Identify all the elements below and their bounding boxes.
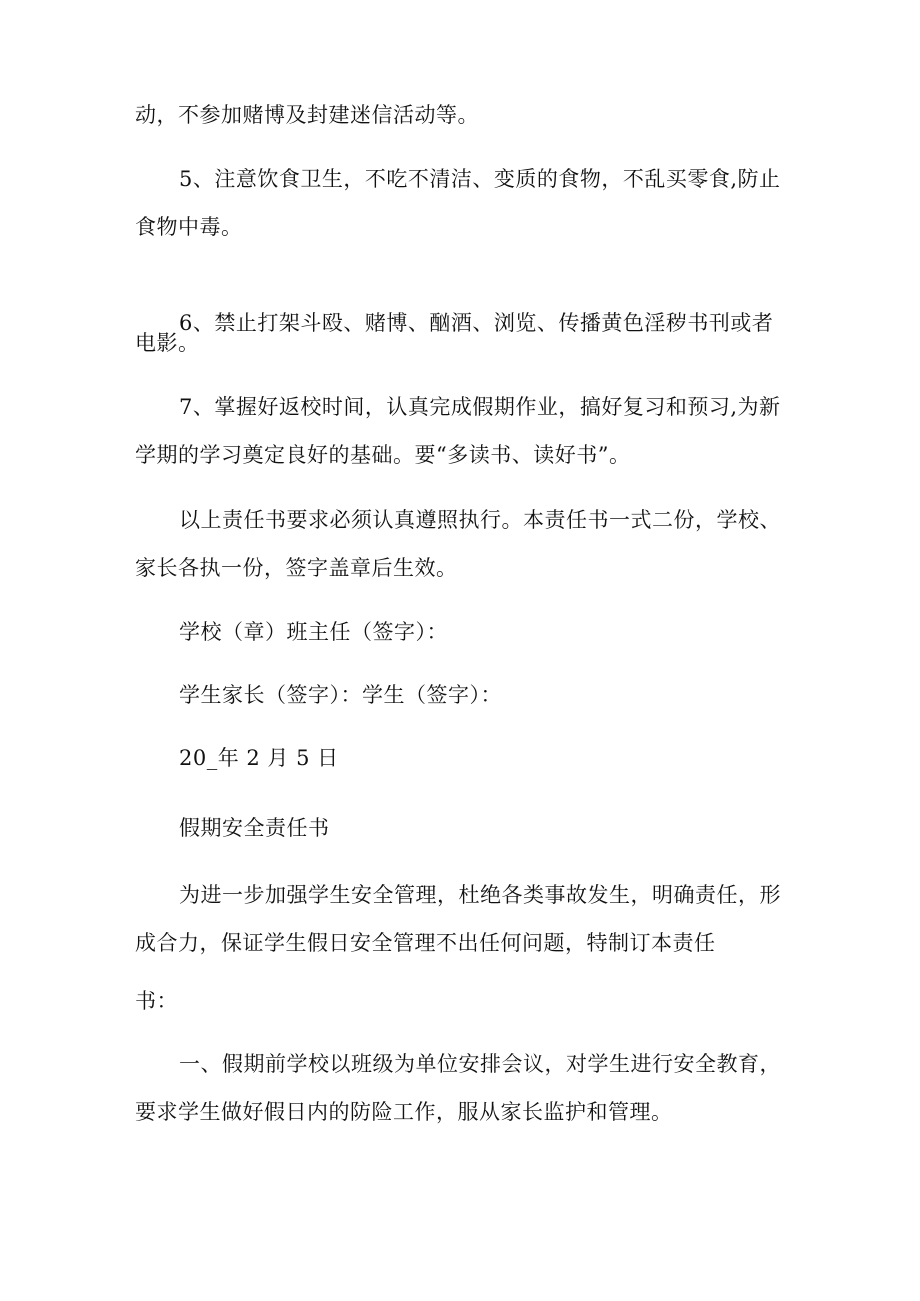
paragraph-line: 学期的学习奠定良好的基础。要“多读书、读好书”。 [135,443,631,467]
paragraph-line: 要求学生做好假日内的防险工作，服从家长监护和管理。 [135,1100,673,1124]
paragraph-line: 家长各执一份，签字盖章后生效。 [135,556,458,580]
paragraph-line: 5、注意饮食卫生，不吃不清洁、变质的食物，不乱买零食,防止 [179,167,781,191]
paragraph-line: 书： [135,989,178,1013]
date-line: 20_年 2 月 5 日 [179,746,339,770]
signature-line-school: 学校（章）班主任（签字）： [179,620,448,644]
signature-line-parent: 学生家长（签字）：学生（签字）： [179,683,502,707]
paragraph-line: 为进一步加强学生安全管理，杜绝各类事故发生，明确责任，形 [179,883,781,907]
paragraph-line: 一、假期前学校以班级为单位安排会议，对学生进行安全教育， [179,1052,781,1076]
paragraph-line: 食物中毒。 [135,215,243,239]
paragraph-line: 6、禁止打架斗殴、赌博、酗酒、浏览、传播黄色淫秽书刊或者 [179,311,774,335]
paragraph-line: 电影。 [135,331,200,355]
paragraph-line: 动，不参加赌博及封建迷信活动等。 [135,103,479,127]
paragraph-line: 成合力，保证学生假日安全管理不出任何问题，特制订本责任 [135,931,716,955]
paragraph-line: 7、掌握好返校时间，认真完成假期作业，搞好复习和预习,为新 [179,395,781,419]
paragraph-line: 以上责任书要求必须认真遵照执行。本责任书一式二份，学校、 [179,508,781,532]
section-title: 假期安全责任书 [179,816,330,840]
